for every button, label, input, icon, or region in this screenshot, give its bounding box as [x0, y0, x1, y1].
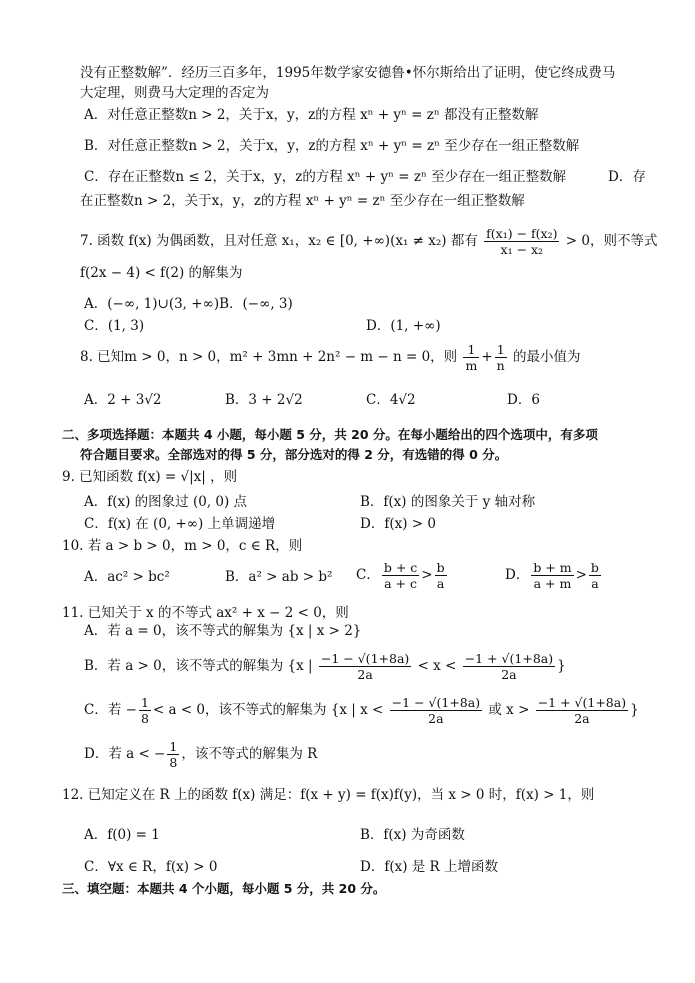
q11-option-c-middle-2: 或 x >: [488, 702, 530, 718]
q11-option-c-bound-denominator: 8: [140, 711, 149, 726]
q10-option-b: B．a² > ab > b²: [225, 569, 333, 585]
q11-option-b-fraction-1-numerator: −1 − √(1+8a): [320, 651, 410, 666]
q11-option-d-bound-numerator: 1: [169, 739, 178, 754]
section3-heading: 三、填空题：本题共 4 个小题，每小题 5 分，共 20 分。: [62, 881, 386, 896]
q8-plus: +: [481, 349, 493, 365]
q11-option-b: [84, 648, 566, 684]
q10-option-d-right-numerator: b: [590, 560, 599, 575]
q11-option-d-bound-fraction: [167, 739, 179, 770]
q10-option-d-label: D．: [505, 567, 530, 583]
q11-stem: 11. 已知关于 x 的不等式 ax² + x − 2 < 0，则: [62, 605, 349, 621]
q7-option-c: C．(1, 3): [84, 318, 145, 334]
q8-stem-post: 的最小值为: [513, 349, 581, 365]
q7-stem-post: > 0，则不等式: [565, 233, 658, 249]
section2-heading-line1: 二、多项选择题：本题共 4 小题，每小题 5 分，共 20 分。在每小题给出的四个选项中，有多项: [62, 427, 598, 442]
q10-option-c-label: C．: [356, 567, 380, 583]
q11-option-b-fraction-2: [463, 651, 555, 682]
q10-option-c-right-numerator: b: [436, 560, 445, 575]
q9-option-c: C．f(x) 在 (0, +∞) 上单调递增: [84, 516, 276, 532]
q6-option-d-start: D．存: [608, 169, 646, 185]
q10-option-c: [356, 558, 449, 592]
q11-option-c-middle-1: < a < 0，该不等式的解集为 {x | x <: [152, 702, 384, 718]
q7-fraction-numerator: f(x₁) − f(x₂): [486, 226, 558, 241]
q11-option-c-bound-numerator: 1: [140, 695, 149, 710]
q8-fraction-1-denominator: m: [465, 358, 478, 373]
q8-option-b: B．3 + 2√2: [225, 392, 303, 408]
q10-stem: 10. 若 a > b > 0，m > 0，c ∈ R，则: [62, 538, 303, 554]
q6-option-b: B．对任意正整数n > 2，关于x，y，z的方程 xⁿ + yⁿ = zⁿ 至少存在一组正整数解: [84, 138, 580, 154]
q10-option-c-right-fraction: [435, 560, 447, 591]
q6-option-a: A．对任意正整数n > 2，关于x，y，z的方程 xⁿ + yⁿ = zⁿ 都没有正整数解: [84, 107, 539, 123]
q12-option-a: A．f(0) = 1: [84, 827, 160, 843]
q10-option-d-right-fraction: [589, 560, 601, 591]
q10-option-c-left-fraction: [382, 560, 419, 591]
q11-option-c-bound-fraction: [139, 695, 151, 726]
q10-option-d-left-numerator: b + m: [533, 560, 572, 575]
q8-fraction-1-numerator: 1: [463, 342, 479, 358]
q9-option-b: B．f(x) 的图象关于 y 轴对称: [360, 494, 536, 510]
q11-option-c-end: }: [630, 702, 639, 718]
q10-option-a: A．ac² > bc²: [84, 569, 170, 585]
q11-option-c-fraction-2: [536, 695, 628, 726]
q6-option-c: C．存在正整数n ≤ 2，关于x，y，z的方程 xⁿ + yⁿ = zⁿ 至少存在一组正整数解: [84, 169, 567, 185]
q10-option-c-gt: >: [421, 567, 433, 583]
q12-option-c: C．∀x ∈ R，f(x) > 0: [84, 859, 218, 875]
q11-option-b-middle: < x <: [417, 658, 457, 674]
q8-fraction-2-numerator: 1: [495, 342, 507, 358]
q7-option-d: D．(1, +∞): [366, 318, 441, 334]
q11-option-a: A．若 a = 0，该不等式的解集为 {x | x > 2}: [84, 623, 362, 639]
q8-fraction-1: [463, 342, 479, 373]
q7-fraction-denominator: x₁ − x₂: [500, 242, 544, 257]
q11-option-b-fraction-2-denominator: 2a: [501, 667, 517, 682]
q11-option-b-end: }: [557, 658, 566, 674]
q8-fraction-2-denominator: n: [496, 358, 505, 373]
q8-fraction-2: [495, 342, 507, 373]
q10-option-d: [505, 558, 603, 592]
q10-option-d-right-denominator: a: [591, 576, 599, 591]
q6-option-d-continued: 在正整数n > 2，关于x，y，z的方程 xⁿ + yⁿ = zⁿ 至少存在一组正整数解: [80, 193, 525, 209]
q11-option-b-pre: B．若 a > 0，该不等式的解集为 {x |: [84, 658, 313, 674]
q10-option-c-left-denominator: a + c: [384, 576, 417, 591]
q11-option-d-post: ，该不等式的解集为 R: [181, 746, 318, 762]
q7-stem-pre: 7. 函数 f(x) 为偶函数，且对任意 x₁，x₂ ∈ [0, +∞)(x₁ ≠ x₂) 都有: [80, 233, 478, 249]
q11-option-b-fraction-2-numerator: −1 + √(1+8a): [464, 651, 554, 666]
q6-stem-line2: 大定理，则费马大定理的否定为: [80, 85, 269, 101]
q11-option-c-fraction-1-numerator: −1 − √(1+8a): [391, 695, 481, 710]
q10-option-d-left-denominator: a + m: [533, 576, 572, 591]
q11-option-c-fraction-2-denominator: 2a: [574, 711, 590, 726]
q12-stem: 12. 已知定义在 R 上的函数 f(x) 满足：f(x + y) = f(x)f(y)，当 x > 0 时，f(x) > 1，则: [62, 787, 595, 803]
q8-option-a: A．2 + 3√2: [84, 392, 162, 408]
q7-stem-line2: f(2x − 4) < f(2) 的解集为: [80, 265, 243, 281]
q8-stem-pre: 8. 已知m > 0，n > 0，m² + 3mn + 2n² − m − n = 0，则: [80, 349, 458, 365]
q11-option-c-fraction-1-denominator: 2a: [428, 711, 444, 726]
q9-option-a: A．f(x) 的图象过 (0, 0) 点: [84, 494, 248, 510]
q11-option-c: [84, 692, 639, 728]
q10-option-d-gt: >: [575, 567, 587, 583]
q9-option-d: D．f(x) > 0: [360, 516, 436, 532]
q11-option-c-fraction-2-numerator: −1 + √(1+8a): [537, 695, 627, 710]
q10-option-d-left-fraction: [531, 560, 573, 591]
q7-stem-line1: [80, 224, 657, 258]
q10-option-c-right-denominator: a: [436, 576, 445, 591]
q11-option-b-fraction-1-denominator: 2a: [357, 667, 373, 682]
q11-option-d: [84, 736, 317, 772]
q8-option-c: C．4√2: [366, 392, 416, 408]
q6-stem-line1: 没有正整数解”．经历三百多年，1995年数学家安德鲁•怀尔斯给出了证明，使它终成费马: [80, 65, 616, 81]
q10-option-c-left-numerator: b + c: [383, 560, 418, 575]
q12-option-b: B．f(x) 为奇函数: [360, 827, 465, 843]
q11-option-d-bound-denominator: 8: [169, 755, 178, 770]
q8-stem: [80, 340, 581, 374]
q7-option-a-b: A．(−∞, 1)∪(3, +∞)B．(−∞, 3): [84, 296, 293, 312]
q11-option-d-pre: D．若 a < −: [84, 746, 166, 762]
q9-stem: 9. 已知函数 f(x) = √|x| ，则: [62, 469, 238, 485]
q11-option-b-fraction-1: [319, 651, 411, 682]
q7-fraction: [484, 226, 559, 257]
section2-heading-line2: 符合题目要求。全部选对的得 5 分，部分选对的得 2 分，有选错的得 0 分。: [80, 447, 508, 462]
q11-option-c-pre: C．若 −: [84, 702, 137, 718]
q12-option-d: D．f(x) 是 R 上增函数: [360, 859, 499, 875]
q11-option-c-fraction-1: [390, 695, 482, 726]
q8-option-d: D．6: [507, 392, 540, 408]
